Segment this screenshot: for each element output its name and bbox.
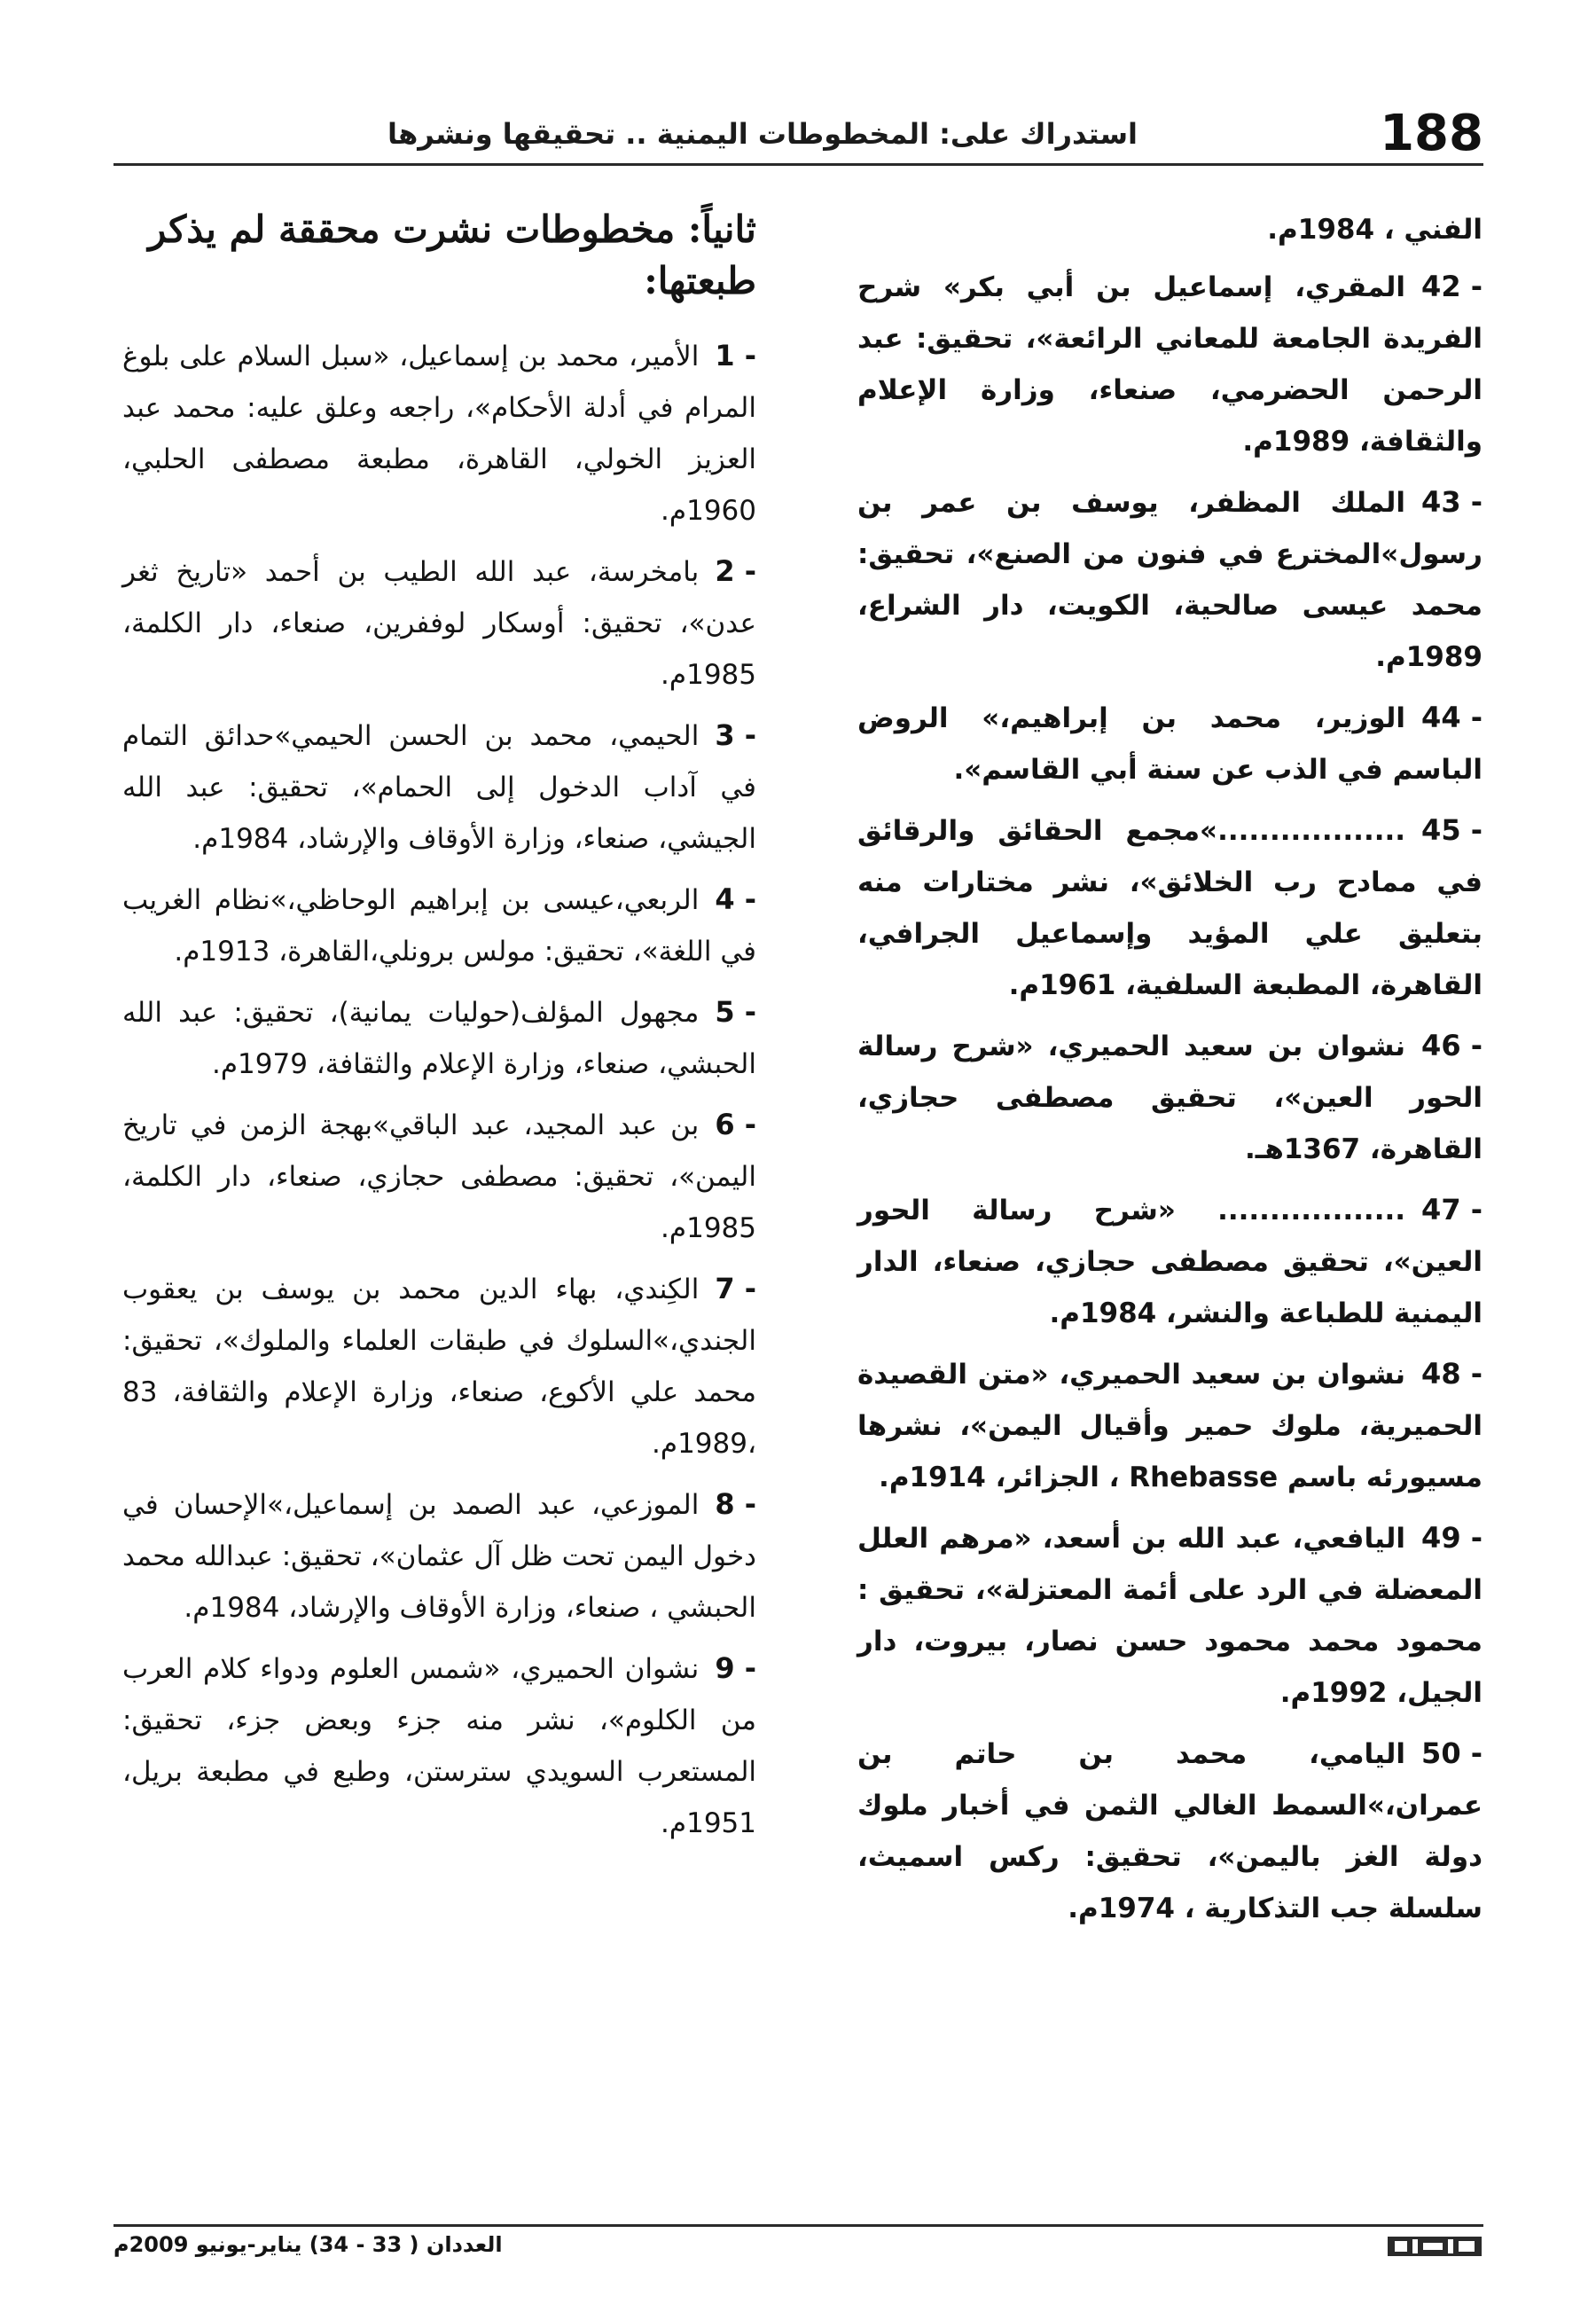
- running-title: استدراك على: المخطوطات اليمنية .. تحقيقها ونشرها: [387, 117, 1138, 151]
- bibliography-entry: [122, 1642, 756, 1849]
- entry-text: الربعي،عيسى بن إبراهيم الوحاظي،»نظام الغريب في اللغة»، تحقيق: مولس برونلي،القاهرة، 1913م.: [122, 884, 756, 968]
- entry-text: اليافعي، عبد الله بن أسعد، «مرهم العلل المعضلة في الرد على أئمة المعتزلة»، تحقيق : محمود محمد محمود حسن نصار، بيروت، دار الجيل، 1992م.: [857, 1523, 1483, 1709]
- footer-rule: [113, 2224, 1483, 2227]
- entry-number: 5 -: [715, 995, 756, 1029]
- entry-text: اليامي، محمد بن حاتم بن عمران،»السمط الغالي الثمن في أخبار ملوك دولة الغز باليمن»، تحقيق: ركس اسميث، سلسلة جب التذكارية ، 1974م.: [857, 1738, 1483, 1924]
- entry-text: بن عبد المجيد، عبد الباقي»بهجة الزمن في تاريخ اليمن»، تحقيق: مصطفى حجازي، صنعاء، دار الكلمة، 1985م.: [122, 1109, 756, 1244]
- entry-text: نشوان الحميري، «شمس العلوم ودواء كلام العرب من الكلوم»، نشر منه جزء وبعض جزء، تحقيق: المستعرب السويدي سترستن، وطبع في مطبعة بريل، 1951م.: [122, 1653, 756, 1839]
- bibliography-entry: [122, 986, 756, 1090]
- bibliography-entry: [857, 1728, 1483, 1934]
- entry-text: مجهول المؤلف(حوليات يمانية)، تحقيق: عبد الله الحبشي، صنعاء، وزارة الإعلام والثقافة، 1979م.: [122, 997, 756, 1080]
- bibliography-entry: [122, 709, 756, 865]
- bibliography-entry: [857, 1184, 1483, 1339]
- journal-logo-icon: [1386, 2231, 1483, 2260]
- entry-number: 47 -: [1421, 1193, 1483, 1226]
- bibliography-entry: [122, 874, 756, 977]
- bibliography-entry: [122, 330, 756, 537]
- entry-text: الحيمي، محمد بن الحسن الحيمي»حدائق التمام في آداب الدخول إلى الحمام»، تحقيق: عبد الله الجيشي، صنعاء، وزارة الأوقاف والإرشاد، 1984م.: [122, 720, 756, 855]
- page-number: 188: [1380, 105, 1483, 162]
- entry-number: 4 -: [715, 882, 756, 916]
- entry-number: 3 -: [715, 718, 756, 752]
- entry-number: 1 -: [715, 339, 756, 372]
- bibliography-entry: [857, 1020, 1483, 1175]
- bibliography-entry: [857, 1512, 1483, 1719]
- entry-number: 9 -: [715, 1651, 756, 1685]
- bibliography-entry: [122, 1478, 756, 1634]
- entry-number: 48 -: [1421, 1357, 1483, 1391]
- header-rule: [113, 163, 1483, 166]
- entry-number: 46 -: [1421, 1029, 1483, 1062]
- entry-text: نشوان بن سعيد الحميري، «متن القصيدة الحميرية، ملوك حمير وأقيال اليمن»، نشرها مسيورئه باسم Rhebasse ، الجزائر، 1914م.: [857, 1359, 1483, 1493]
- entry-text: المقري، إسماعيل بن أبي بكر» شرح الفريدة الجامعة للمعاني الرائعة»، تحقيق: عبد الرحمن الحضرمي، صنعاء، وزارة الإعلام والثقافة، 1989م.: [857, 271, 1483, 458]
- left-column: [122, 204, 756, 1858]
- entry-text: الكِندي، بهاء الدين محمد بن يوسف بن يعقوب الجندي،»السلوك في طبقات العلماء والملوك»، تحقيق: محمد علي الأكوع، صنعاء، وزارة الإعلام والثقافة، 83 ،1989م.: [122, 1273, 756, 1460]
- entry-number: 43 -: [1421, 485, 1483, 519]
- page-header: [113, 99, 1483, 168]
- entry-number: 8 -: [715, 1487, 756, 1521]
- entry-number: 49 -: [1421, 1521, 1483, 1555]
- entry-text: الأمير، محمد بن إسماعيل، «سبل السلام على بلوغ المرام في أدلة الأحكام»، راجعه وعلق عليه: محمد عبد العزيز الخولي، القاهرة، مطبعة مصطفى الحلبي، 1960م.: [122, 341, 756, 527]
- entry-number: 45 -: [1421, 813, 1483, 847]
- bibliography-entry: [857, 1348, 1483, 1503]
- entry-number: 42 -: [1421, 270, 1483, 303]
- section-heading: ثانياً: مخطوطات نشرت محققة لم يذكر طبعتها:: [148, 208, 756, 302]
- entry-text: .................. «شرح رسالة الحور العين»، تحقيق مصطفى حجازي، صنعاء، الدار اليمنية للطباعة والنشر، 1984م.: [857, 1195, 1483, 1329]
- entry-text: بامخرسة، عبد الله الطيب بن أحمد «تاريخ ثغر عدن»، تحقيق: أوسكار لوففرين، صنعاء، دار الكلمة، 1985م.: [122, 556, 756, 691]
- issue-info: العددان ( 33 - 34) يناير-يونيو 2009م: [113, 2232, 503, 2257]
- page-footer: [113, 2224, 1483, 2265]
- entry-number: 44 -: [1421, 701, 1483, 734]
- bibliography-entry: [122, 1263, 756, 1469]
- entry-number: 7 -: [715, 1272, 756, 1305]
- entry-number: 6 -: [715, 1108, 756, 1141]
- bibliography-entry: [857, 692, 1483, 795]
- entry-text: نشوان بن سعيد الحميري، «شرح رسالة الحور العين»، تحقيق مصطفى حجازي، القاهرة، 1367هـ.: [857, 1031, 1483, 1165]
- entry-text: ..................»مجمع الحقائق والرقائق في ممادح رب الخلائق»، نشر مختارات منه بتعليق علي المؤيد وإسماعيل الجرافي، القاهرة، المطبعة السلفية، 1961م.: [857, 815, 1483, 1001]
- entry-text: الملك المظفر، يوسف بن عمر بن رسول»المخترع في فنون من الصنع»، تحقيق: محمد عيسى صالحية، الكويت، دار الشراع، 1989م.: [857, 487, 1483, 673]
- bibliography-entry: [857, 804, 1483, 1011]
- entry-text: الوزير، محمد بن إبراهيم،» الروض الباسم في الذب عن سنة أبي القاسم».: [857, 702, 1483, 786]
- bibliography-entry: [122, 545, 756, 701]
- bibliography-entry: [857, 261, 1483, 467]
- bibliography-entry: [122, 1099, 756, 1254]
- entry-number: 2 -: [715, 554, 756, 588]
- entry-number: 50 -: [1421, 1736, 1483, 1770]
- right-column: [857, 204, 1483, 1943]
- bibliography-entry: [857, 476, 1483, 683]
- continued-fragment: الفني ، 1984م.: [1267, 214, 1483, 246]
- entry-text: الموزعي، عبد الصمد بن إسماعيل،»الإحسان في دخول اليمن تحت ظل آل عثمان»، تحقيق: عبدالله محمد الحبشي ، صنعاء، وزارة الأوقاف والإرشاد، 1984م.: [122, 1489, 756, 1624]
